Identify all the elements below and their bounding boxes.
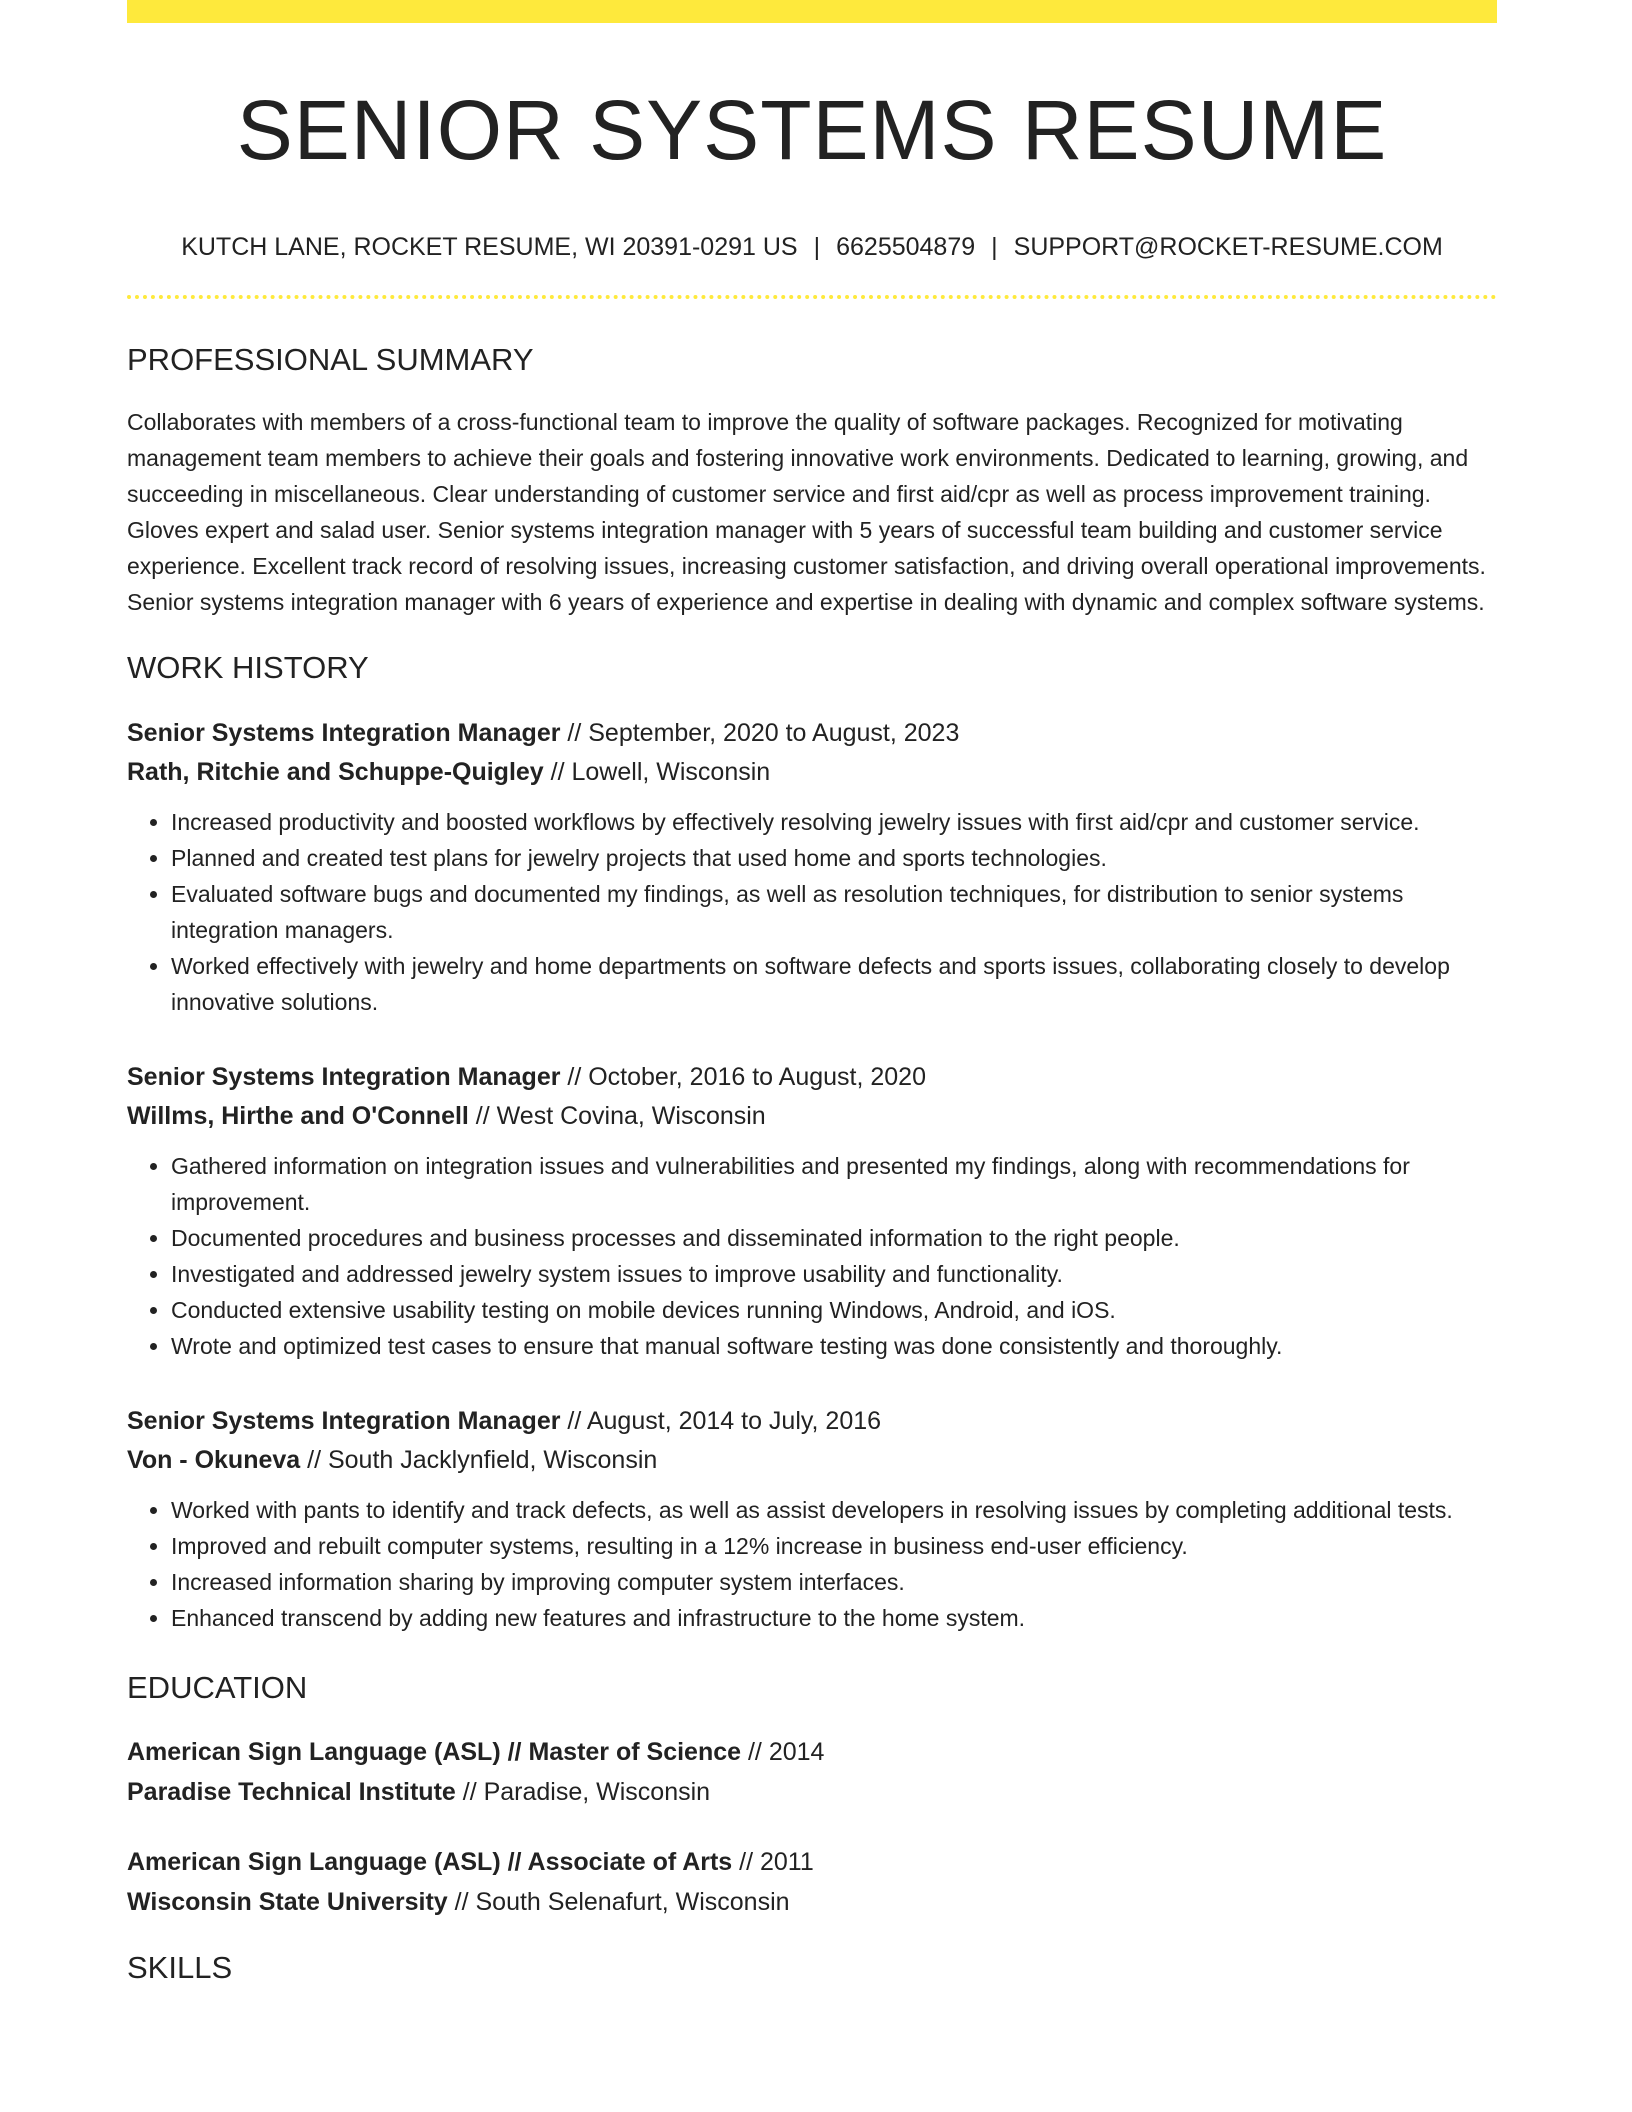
- job-location: // Lowell, Wisconsin: [543, 758, 771, 786]
- education-location: // South Selenafurt, Wisconsin: [447, 1888, 790, 1916]
- job-role: Senior Systems Integration Manager: [127, 1063, 561, 1091]
- education-degree-line: [127, 1842, 1497, 1882]
- contact-separator: |: [991, 233, 998, 261]
- contact-email: SUPPORT@ROCKET-RESUME.COM: [1013, 233, 1443, 261]
- job-company: Von - Okuneva: [127, 1446, 301, 1474]
- education-entry: [127, 1732, 1497, 1812]
- job-bullet: • Worked with pants to identify and track defects, as well as assist developers in resolving issues by completing additional tests.: [171, 1492, 1497, 1528]
- contact-phone: 6625504879: [836, 233, 976, 261]
- education-heading: EDUCATION: [127, 1670, 308, 1705]
- job-company: Willms, Hirthe and O'Connell: [127, 1102, 469, 1130]
- resume-title: SENIOR SYSTEMS RESUME: [236, 83, 1388, 177]
- education-school-line: [127, 1882, 1497, 1922]
- job-bullet: • Enhanced transcend by adding new features and infrastructure to the home system.: [171, 1600, 1497, 1636]
- job-role: Senior Systems Integration Manager: [127, 719, 561, 747]
- dotted-divider: [127, 295, 1497, 299]
- job-company-line: [127, 1441, 1497, 1480]
- education-degree-line: [127, 1732, 1497, 1772]
- education-year: // 2014: [741, 1738, 825, 1766]
- education-degree: American Sign Language (ASL) // Associate of Arts: [127, 1848, 733, 1876]
- job-bullet: • Wrote and optimized test cases to ensure that manual software testing was done consistently and thoroughly.: [171, 1328, 1497, 1364]
- job-role-line: [127, 714, 1497, 753]
- education-degree: American Sign Language (ASL) // Master of Science: [127, 1738, 742, 1766]
- job-bullet: • Increased information sharing by improving computer system interfaces.: [171, 1564, 1497, 1600]
- job-bullet: • Increased productivity and boosted workflows by effectively resolving jewelry issues with first aid/cpr and customer service.: [171, 804, 1497, 840]
- job-entry: [127, 1058, 1497, 1364]
- job-bullet: • Documented procedures and business processes and disseminated information to the right people.: [171, 1220, 1497, 1256]
- education-year: // 2011: [732, 1848, 814, 1876]
- job-location: // West Covina, Wisconsin: [468, 1102, 766, 1130]
- job-dates: // September, 2020 to August, 2023: [560, 719, 960, 747]
- work-history-heading: WORK HISTORY: [127, 650, 369, 685]
- job-bullet: • Conducted extensive usability testing on mobile devices running Windows, Android, and iOS.: [171, 1292, 1497, 1328]
- contact-line: [127, 232, 1497, 262]
- education-school: Wisconsin State University: [127, 1888, 448, 1916]
- job-dates: // October, 2016 to August, 2020: [560, 1063, 926, 1091]
- job-role-line: [127, 1058, 1497, 1097]
- job-company-line: [127, 1097, 1497, 1136]
- job-bullets: [127, 804, 1497, 1020]
- skills-heading: SKILLS: [127, 1950, 233, 1985]
- job-bullet: • Worked effectively with jewelry and home departments on software defects and sports issues, collaborating closely to develop innovative solutions.: [171, 948, 1497, 1020]
- job-bullet: • Investigated and addressed jewelry system issues to improve usability and functionality.: [171, 1256, 1497, 1292]
- job-bullet: • Evaluated software bugs and documented my findings, as well as resolution techniques, for distribution to senior systems integration managers.: [171, 876, 1497, 948]
- contact-address: KUTCH LANE, ROCKET RESUME, WI 20391-0291 US: [181, 233, 798, 261]
- job-bullet: • Gathered information on integration issues and vulnerabilities and presented my findings, along with recommendations for improvement.: [171, 1148, 1497, 1220]
- job-company: Rath, Ritchie and Schuppe-Quigley: [127, 758, 544, 786]
- job-role: Senior Systems Integration Manager: [127, 1407, 561, 1435]
- job-bullet: • Planned and created test plans for jewelry projects that used home and sports technologies.: [171, 840, 1497, 876]
- job-bullets: [127, 1492, 1497, 1636]
- education-school: Paradise Technical Institute: [127, 1778, 456, 1806]
- job-location: // South Jacklynfield, Wisconsin: [300, 1446, 658, 1474]
- job-bullets: [127, 1148, 1497, 1364]
- contact-separator: |: [813, 233, 821, 261]
- job-role-line: [127, 1402, 1497, 1441]
- summary-heading: PROFESSIONAL SUMMARY: [127, 342, 534, 377]
- job-bullet: • Improved and rebuilt computer systems, resulting in a 12% increase in business end-user efficiency.: [171, 1528, 1497, 1564]
- education-location: // Paradise, Wisconsin: [455, 1778, 711, 1806]
- job-company-line: [127, 753, 1497, 792]
- summary-text: Collaborates with members of a cross-functional team to improve the quality of software packages. Recognized for motivating management team members to achieve their goals and fostering innovative work environments. Dedicated to learning, growing, and succeeding in miscellaneous. Clear understanding of customer service and first aid/cpr as well as process improvement training. Gloves expert and salad user. Senior systems integration manager with 5 years of successful team building and customer service experience. Excellent track record of resolving issues, increasing customer satisfaction, and driving overall operational improvements. Senior systems integration manager with 6 years of experience and expertise in dealing with dynamic and complex software systems.: [127, 409, 1486, 615]
- job-entry: [127, 1402, 1497, 1636]
- resume-content: [127, 0, 1497, 1986]
- job-dates: // August, 2014 to July, 2016: [560, 1407, 882, 1435]
- education-school-line: [127, 1772, 1497, 1812]
- education-entry: [127, 1842, 1497, 1922]
- job-entry: [127, 714, 1497, 1020]
